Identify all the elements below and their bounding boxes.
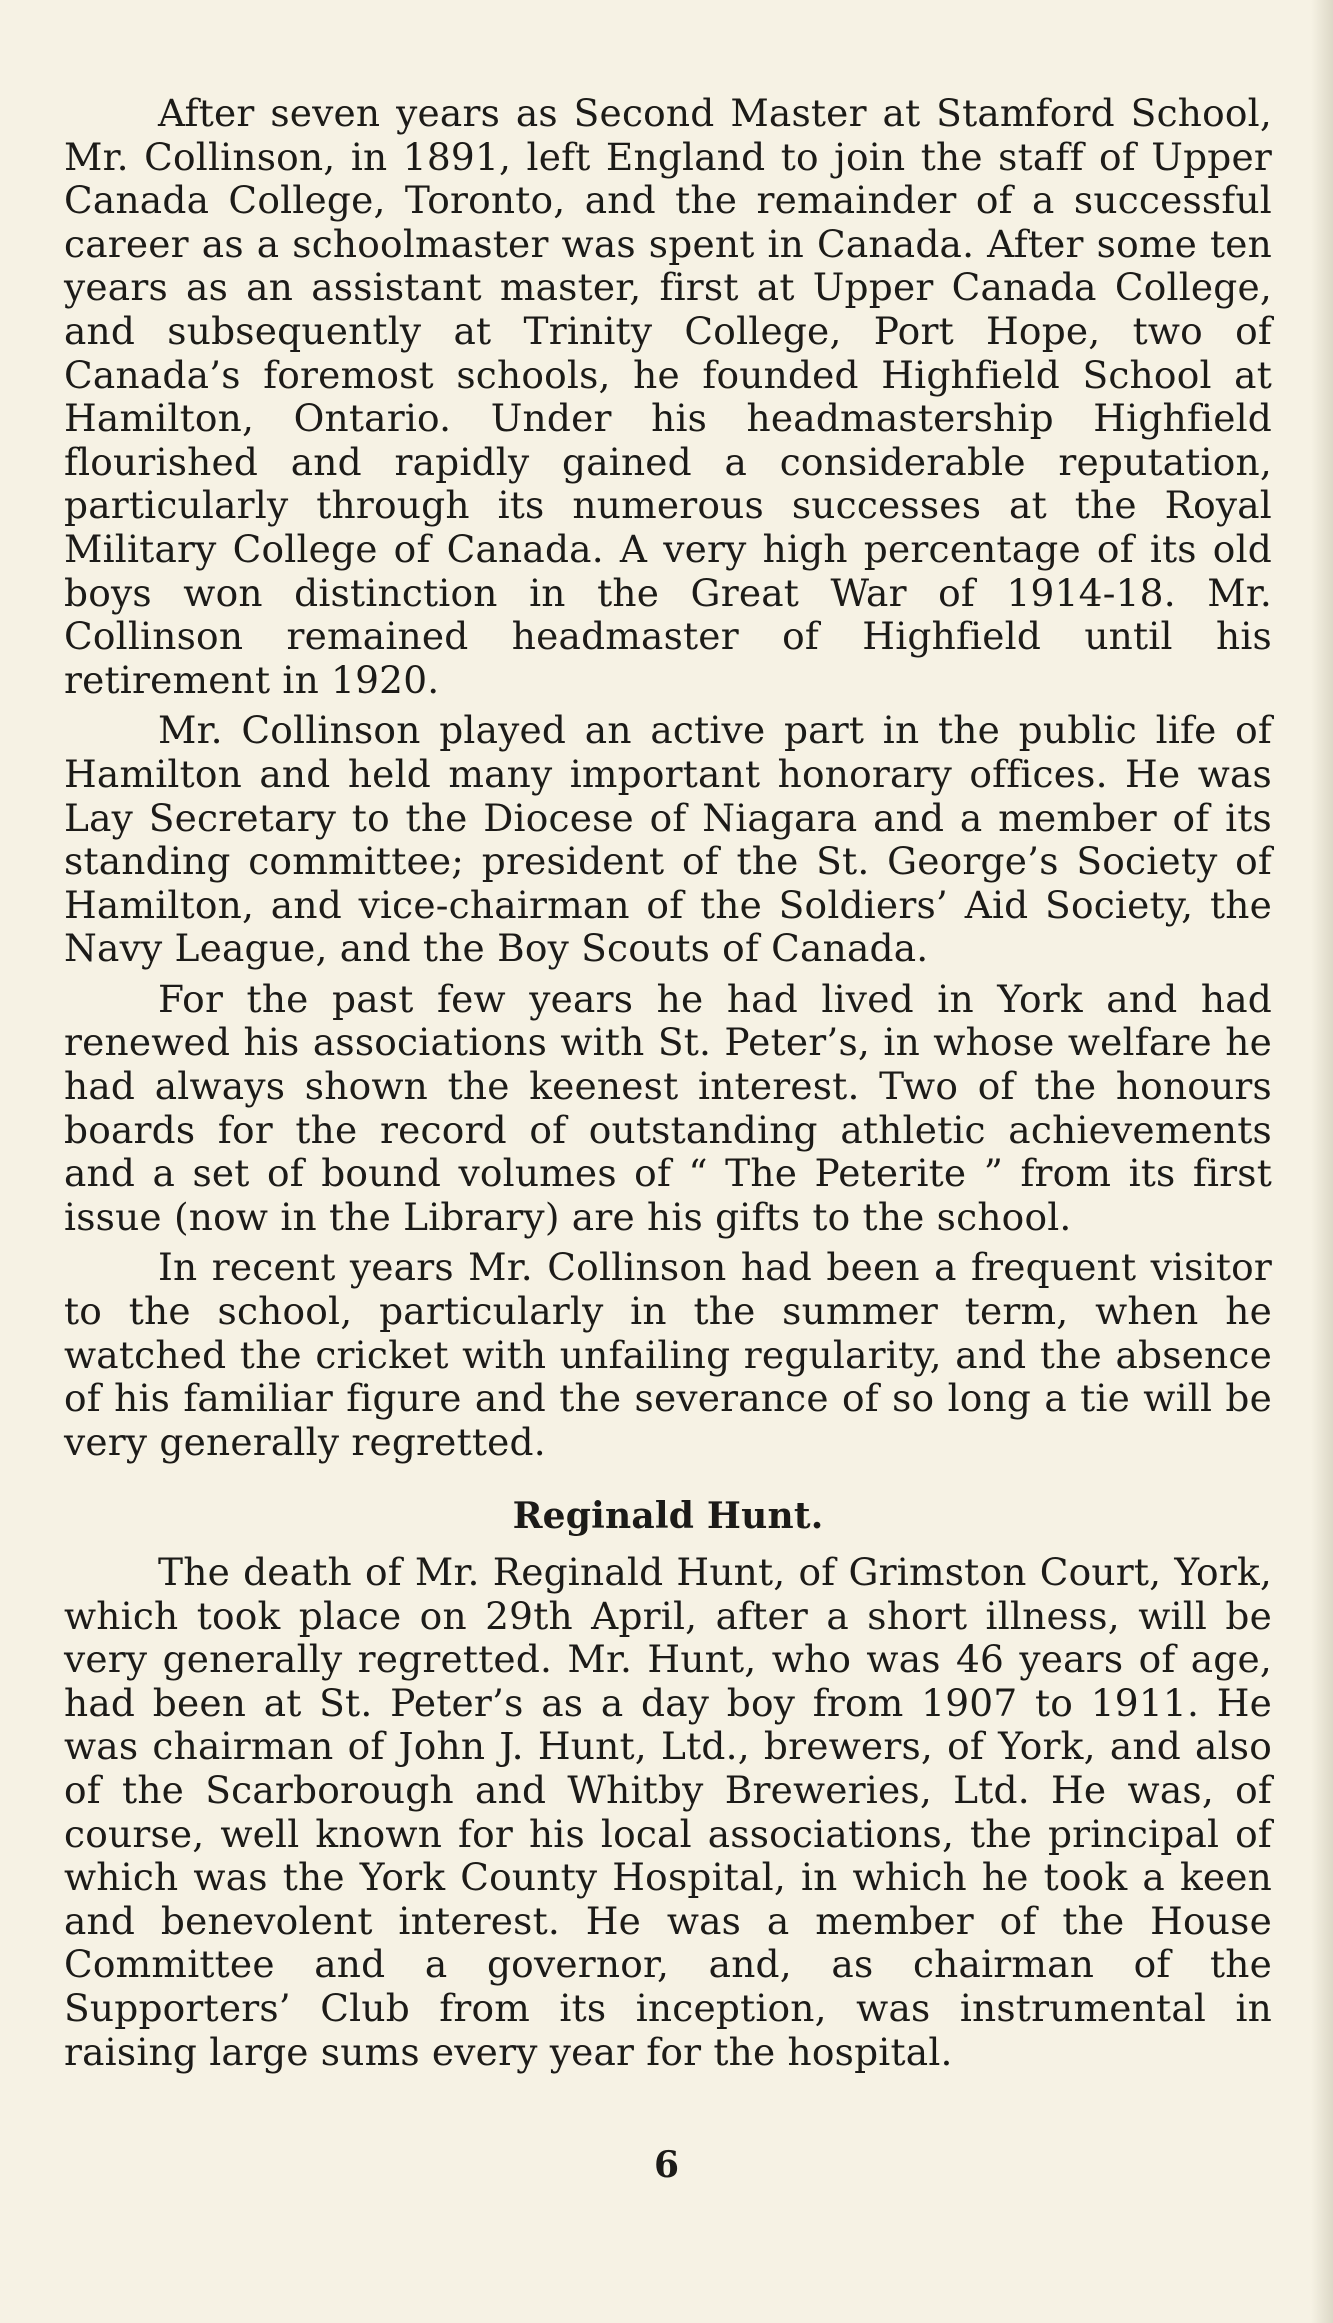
body-text — [64, 92, 1272, 2081]
page-number: 6 — [653, 2144, 680, 2186]
paragraph-hunt-obituary: The death of Mr. Reginald Hunt, of Grimston Court, York, which took place on 29th April, after a short illness, will be very generally regretted. Mr. Hunt, who was 46 years of age, had been at St. Peter’s as a day boy from 1907 to 1911. He was chairman of John J. Hunt, Ltd., brewers, of York, and also of the Scarborough and Whitby Breweries, Ltd. He was, of course, well known for his local associations, the principal of which was the York County Hospital, in which he took a keen and benevolent interest. He was a member of the House Committee and a governor, and, as chairman of the Supporters’ Club from its inception, was instrumental in raising large sums every year for the hospital. — [64, 1550, 1272, 2074]
paragraph-collinson-career: After seven years as Second Master at Stamford School, Mr. Collinson, in 1891, left England to join the staff of Upper Canada College, Toronto, and the remainder of a successful career as a schoolmaster was spent in Canada. After some ten years as an assistant master, first at Upper Canada College, and subsequently at Trinity College, Port Hope, two of Canada’s foremost schools, he founded Highfield School at Hamilton, Ontario. Under his headmastership Highfield flourished and rapidly gained a considerable reputation, particularly through its numerous successes at the Royal Military College of Canada. A very high percentage of its old boys won distinction in the Great War of 1914-18. Mr. Collinson remained headmaster of Highfield until his retirement in 1920. — [64, 91, 1272, 702]
section-heading: Reginald Hunt. — [512, 1495, 824, 1538]
page-edge-shadow — [1311, 0, 1333, 2323]
paragraph-collinson-public-life: Mr. Collinson played an active part in the public life of Hamilton and held many important honorary offices. He was Lay Secretary to the Diocese of Niagara and a member of its standing committee; president of the St. George’s Society of Hamilton, and vice-chairman of the Soldiers’ Aid Society, the Navy League, and the Boy Scouts of Canada. — [64, 708, 1272, 971]
paragraph-collinson-visitor: In recent years Mr. Collinson had been a frequent visitor to the school, particularly in the summer term, when he watched the cricket with unfailing regularity, and the absence of his familiar figure and the severance of so long a tie will be very generally regretted. — [64, 1245, 1272, 1464]
paragraph-collinson-york: For the past few years he had lived in York and had renewed his associations with St. Peter’s, in whose welfare he had always shown the keenest interest. Two of the honours boards for the record of outstanding athletic achievements and a set of bound volumes of “ The Peterite ” from its first issue (now in the Library) are his gifts to the school. — [64, 976, 1272, 1239]
